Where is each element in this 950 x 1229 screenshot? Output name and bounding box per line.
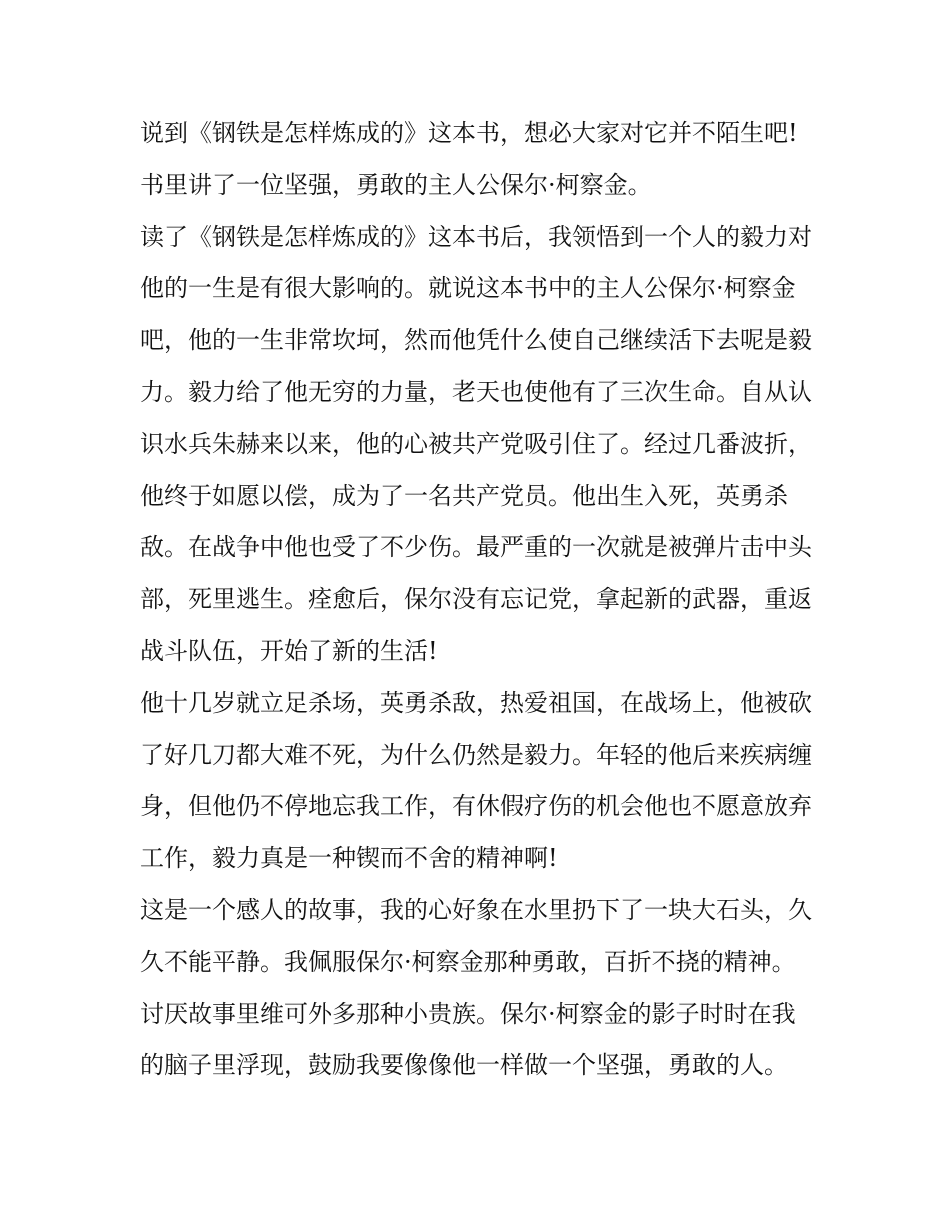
paragraph-2: 读了《钢铁是怎样炼成的》这本书后，我领悟到一个人的毅力对他的一生是有很大影响的。就说这本书中的主人公保尔·柯察金吧，他的一生非常坎坷，然而他凭什么使自己继续活下去呢是毅力。毅力给了他无穷的力量，老天也使他有了三次生命。自从认识水兵朱赫来以来，他的心被共产党吸引住了。经过几番波折，他终于如愿以偿，成为了一名共产党员。他出生入死，英勇杀敌。在战争中他也受了不少伤。最严重的一次就是被弹片击中头部，死里逃生。痊愈后，保尔没有忘记党，拿起新的武器，重返战斗队伍，开始了新的生活! (140, 222, 812, 665)
document-page (140, 108, 812, 1092)
paragraph-4: 这是一个感人的故事，我的心好象在水里扔下了一块大石头，久久不能平静。我佩服保尔·柯察金那种勇敢，百折不挠的精神。讨厌故事里维可外多那种小贵族。保尔·柯察金的影子时时在我的脑子里浮现，鼓励我要像像他一样做一个坚强，勇敢的人。 (140, 895, 812, 1080)
paragraph-3: 他十几岁就立足杀场，英勇杀敌，热爱祖国，在战场上，他被砍了好几刀都大难不死，为什么仍然是毅力。年轻的他后来疾病缠身，但他仍不停地忘我工作，有休假疗伤的机会他也不愿意放弃工作，毅力真是一种锲而不舍的精神啊! (140, 688, 812, 873)
paragraph-1: 说到《钢铁是怎样炼成的》这本书，想必大家对它并不陌生吧!书里讲了一位坚强，勇敢的主人公保尔·柯察金。 (140, 119, 798, 199)
